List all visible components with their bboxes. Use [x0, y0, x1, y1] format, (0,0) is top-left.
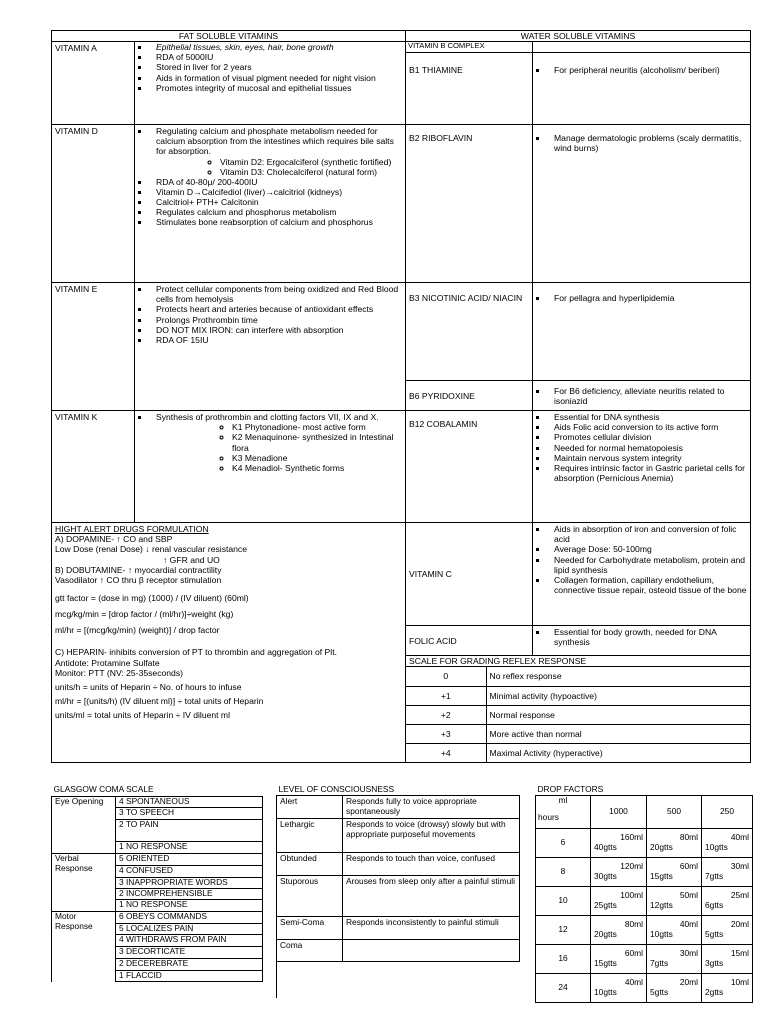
drop-gtts: 40gtts — [594, 841, 617, 852]
drop-gtts: 10gtts — [705, 841, 728, 852]
drop-cell — [591, 944, 647, 973]
drop-cell — [647, 886, 702, 915]
list-item: ▪ For peripheral neuritis (alcoholism/ beriberi) — [548, 65, 747, 75]
drop-factors-table — [535, 785, 753, 1003]
text-line: A) DOPAMINE- ↑ CO and SBP — [55, 534, 173, 545]
loc-level: Obtunded — [277, 852, 343, 875]
gcs-eye-label: Eye Opening — [52, 796, 116, 853]
drop-gtts: 20gtts — [594, 928, 617, 939]
reflex-desc: Maximal Activity (hyperactive) — [486, 743, 750, 762]
folic-acid-notes — [533, 626, 751, 656]
reflex-scale-title: SCALE FOR GRADING REFLEX RESPONSE — [406, 656, 751, 667]
reflex-desc: Minimal activity (hypoactive) — [486, 686, 750, 705]
drop-gtts: 7gtts — [650, 957, 669, 968]
vitamin-d-label: VITAMIN D — [52, 125, 135, 283]
drop-col-header: 500 — [647, 795, 702, 828]
text-line: mcg/kg/min = [drop factor / (ml/hr)]÷weight (kg) — [55, 609, 234, 620]
high-alert-section — [52, 523, 406, 763]
drop-gtts: 15gtts — [594, 957, 617, 968]
text-line: gtt factor = (dose in mg) (1000) / (IV diluent) (60ml) — [55, 592, 249, 603]
list-item: ▪ Maintain nervous system integrity — [548, 453, 747, 463]
b1-notes — [533, 53, 751, 125]
folic-acid-label: FOLIC ACID — [406, 626, 533, 656]
text-line: units/ml = total units of Heparin ÷ IV diluent ml — [55, 710, 231, 721]
drop-cell — [591, 886, 647, 915]
drop-ml: 100ml — [620, 890, 643, 900]
drop-hours: 8 — [536, 857, 591, 886]
gcs-item: 4 SPONTANEOUS — [116, 796, 263, 808]
drop-row — [536, 886, 753, 915]
text-line: ↑ GFR and UO — [163, 554, 220, 565]
b6-notes — [533, 381, 751, 411]
gcs-item: 1 FLACCID — [116, 970, 263, 982]
drop-cell — [647, 973, 702, 1002]
list-item: ▪ Needed for Carbohydrate metabolism, protein and lipid synthesis — [548, 555, 747, 575]
gcs-item: 1 NO RESPONSE — [116, 900, 263, 912]
drop-cell — [591, 973, 647, 1002]
vitamins-table — [51, 30, 751, 763]
b2-label: B2 RIBOFLAVIN — [406, 125, 533, 283]
drop-ml: 20ml — [730, 919, 749, 929]
gcs-item: 3 INAPPROPRIATE WORDS — [116, 877, 263, 888]
gcs-item: 5 ORIENTED — [116, 854, 263, 866]
drop-gtts: 10gtts — [650, 928, 673, 939]
drop-gtts: 15gtts — [650, 870, 673, 881]
high-alert-title: HIGHT ALERT DRUGS FORMULATION — [55, 524, 209, 535]
drop-ml: 20ml — [679, 977, 698, 987]
list-item: ◦ K2 Menaquinone- synthesized in Intestinal flora — [232, 432, 402, 452]
list-item: ▪ Aids in absorption of iron and conversion of folic acid — [548, 524, 747, 544]
drop-col-header: 250 — [702, 795, 753, 828]
list-item: ▪ Regulates calcium and phosphorus metabolism — [150, 207, 402, 217]
drop-ml: 120ml — [620, 861, 643, 871]
drop-ml: 30ml — [730, 861, 749, 871]
drop-ml: 30ml — [679, 948, 698, 958]
drop-cell — [647, 915, 702, 944]
loc-level: Semi-Coma — [277, 916, 343, 939]
list-item: ◦ Vitamin D3: Cholecalciferol (natural form) — [220, 167, 402, 177]
list-item: ▪ Prolongs Prothrombin time — [150, 315, 402, 325]
drop-corner — [536, 795, 591, 828]
text-line: B) DOBUTAMINE- ↑ myocardial contractility — [55, 564, 222, 575]
list-item: ▪ For pellagra and hyperlipidemia — [548, 293, 747, 303]
list-item: ▪ Vitamin D→Calcifediol (liver)→calcitriol (kidneys) — [150, 187, 402, 197]
drop-gtts: 6gtts — [705, 899, 724, 910]
gcs-item: 5 LOCALIZES PAIN — [116, 923, 263, 935]
list-item: ▪ Promotes cellular division — [548, 432, 747, 442]
fat-soluble-heading: FAT SOLUBLE VITAMINS — [52, 31, 406, 42]
list-item: ▪ Protects heart and arteries because of antioxidant effects — [150, 304, 402, 314]
list-item: ▪ Essential for body growth, needed for DNA synthesis — [548, 627, 747, 647]
drop-ml: 160ml — [620, 832, 643, 842]
gcs-motor-label: Motor Response — [52, 912, 116, 982]
drop-corner-ml: ml — [558, 794, 568, 805]
drop-cell — [702, 915, 753, 944]
drop-gtts: 7gtts — [705, 870, 724, 881]
text-line: Low Dose (renal Dose) ↓ renal vascular resistance — [55, 544, 248, 555]
drop-gtts: 25gtts — [594, 899, 617, 910]
loc-desc: Arouses from sleep only after a painful stimuli — [343, 875, 520, 916]
list-item: ▪ DO NOT MIX IRON: can interfere with absorption — [150, 325, 402, 335]
reflex-scale — [406, 667, 751, 763]
vitamin-k-label: VITAMIN K — [52, 411, 135, 523]
text-line: Antidote: Protamine Sulfate — [55, 657, 160, 668]
drop-cell — [591, 828, 647, 857]
drop-gtts: 5gtts — [650, 986, 669, 997]
gcs-title: GLASGOW COMA SCALE — [52, 785, 263, 796]
drop-cell — [591, 915, 647, 944]
loc-desc — [343, 939, 520, 961]
drop-gtts: 10gtts — [594, 986, 617, 997]
list-item: ▪ Needed for normal hematopoiesis — [548, 443, 747, 453]
list-item: ▪ Average Dose: 50-100mg — [548, 544, 747, 554]
vitamin-c-notes — [533, 523, 751, 626]
drop-row — [536, 973, 753, 1002]
b12-notes — [533, 411, 751, 523]
drop-ml: 60ml — [679, 861, 698, 871]
text-line: C) HEPARIN- inhibits conversion of PT to thrombin and aggregation of Plt. — [55, 647, 337, 658]
loc-level: Lethargic — [277, 818, 343, 852]
drop-cell — [647, 944, 702, 973]
reflex-desc: No reflex response — [486, 667, 750, 686]
drop-ml: 25ml — [730, 890, 749, 900]
text-line: units/h = units of Heparin ÷ No. of hours to infuse — [55, 681, 242, 692]
drop-cell — [702, 857, 753, 886]
drop-gtts: 30gtts — [594, 870, 617, 881]
loc-level: Alert — [277, 795, 343, 818]
list-item: ▪ Regulating calcium and phosphate metabolism needed for calcium absorption from the intestines which requires bile salts for absorption. — [150, 126, 402, 156]
drop-ml: 40ml — [679, 919, 698, 929]
drop-ml: 50ml — [679, 890, 698, 900]
drop-cell — [647, 828, 702, 857]
water-soluble-heading: WATER SOLUBLE VITAMINS — [406, 31, 751, 42]
vitamin-d-notes — [135, 125, 406, 283]
drop-row — [536, 857, 753, 886]
list-item: ▪ For B6 deficiency, alleviate neuritis related to isoniazid — [548, 386, 747, 406]
list-item: ▪ Stimulates bone reabsorption of calcium and phosphorus — [150, 217, 402, 227]
list-item: ▪ Requires intrinsic factor in Gastric parietal cells for absorption (Pernicious Anemia) — [548, 463, 747, 483]
reflex-desc: More active than normal — [486, 724, 750, 743]
gcs-item: 2 TO PAIN — [116, 820, 263, 831]
list-item: ▪ Essential for DNA synthesis — [548, 412, 747, 422]
list-item: ▪ Synthesis of prothrombin and clotting factors VII, IX and X. — [150, 412, 402, 422]
gcs-item: 2 DECEREBRATE — [116, 958, 263, 970]
drop-cell — [702, 944, 753, 973]
list-item: ◦ K1 Phytonadione- most active form — [232, 422, 402, 432]
drop-cell — [702, 886, 753, 915]
drop-cell — [647, 857, 702, 886]
b2-notes — [533, 125, 751, 283]
reflex-score: +1 — [406, 686, 486, 705]
loc-title: LEVEL OF CONSCIOUSNESS — [277, 785, 520, 795]
text-line: ml/hr = [(mcg/kg/min) (weight)] / drop factor — [55, 625, 220, 636]
list-item: ▪ Aids in formation of visual pigment needed for night vision — [150, 73, 402, 83]
drop-gtts: 12gtts — [650, 899, 673, 910]
reflex-score: +3 — [406, 724, 486, 743]
drop-corner-hours: hours — [538, 811, 559, 822]
list-item: ◦ K4 Menadiol- Synthetic forms — [232, 463, 402, 473]
vitamin-k-notes — [135, 411, 406, 523]
b3-label: B3 NICOTINIC ACID/ NIACIN — [406, 283, 533, 381]
reflex-score: 0 — [406, 667, 486, 686]
drop-ml: 60ml — [624, 948, 643, 958]
b1-label: B1 THIAMINE — [406, 53, 533, 125]
drop-hours: 10 — [536, 886, 591, 915]
loc-desc: Responds inconsistently to painful stimuli — [343, 916, 520, 939]
drop-row — [536, 828, 753, 857]
gcs-item: 3 DECORTICATE — [116, 947, 263, 959]
drop-cell — [702, 973, 753, 1002]
gcs-item: 3 TO SPEECH — [116, 808, 263, 820]
reflex-desc: Normal response — [486, 705, 750, 724]
list-item: ▪ Calcitriol+ PTH+ Calcitonin — [150, 197, 402, 207]
drop-title: DROP FACTORS — [536, 785, 753, 795]
loc-desc: Responds to voice (drowsy) slowly but with appropriate purposeful movements — [343, 818, 520, 852]
gcs-verbal-label: Verbal Response — [52, 854, 116, 912]
gcs-item: 4 CONFUSED — [116, 865, 263, 877]
drop-cell — [591, 857, 647, 886]
reflex-score: +2 — [406, 705, 486, 724]
drop-row — [536, 944, 753, 973]
b3-notes — [533, 283, 751, 381]
list-item: ▪ Epithelial tissues, skin, eyes, hair, bone growth — [150, 42, 402, 52]
b12-label: B12 COBALAMIN — [406, 411, 533, 523]
vitamin-a-notes — [135, 42, 406, 125]
drop-gtts: 20gtts — [650, 841, 673, 852]
gcs-item: 2 INCOMPREHENSIBLE — [116, 888, 263, 900]
list-item: ▪ RDA of 5000IU — [150, 52, 402, 62]
drop-gtts: 5gtts — [705, 928, 724, 939]
loc-desc: Responds to touch than voice, confused — [343, 852, 520, 875]
drop-col-header: 1000 — [591, 795, 647, 828]
drop-cell — [702, 828, 753, 857]
reflex-score: +4 — [406, 743, 486, 762]
drop-ml: 40ml — [730, 832, 749, 842]
list-item: ◦ Vitamin D2: Ergocalciferol (synthetic fortified) — [220, 157, 402, 167]
gcs-item: 6 OBEYS COMMANDS — [116, 912, 263, 924]
drop-ml: 15ml — [730, 948, 749, 958]
vitamin-e-label: VITAMIN E — [52, 283, 135, 411]
level-of-consciousness — [276, 785, 520, 998]
drop-hours: 24 — [536, 973, 591, 1002]
vitamin-e-notes — [135, 283, 406, 411]
drop-hours: 12 — [536, 915, 591, 944]
b6-label: B6 PYRIDOXINE — [406, 381, 533, 411]
drop-ml: 40ml — [624, 977, 643, 987]
gcs-item: 4 WITHDRAWS FROM PAIN — [116, 935, 263, 947]
list-item: ◦ K3 Menadione — [232, 453, 402, 463]
drop-ml: 80ml — [624, 919, 643, 929]
list-item: ▪ Promotes integrity of mucosal and epithelial tissues — [150, 83, 402, 93]
text-line: Vasodilator ↑ CO thru β receptor stimulation — [55, 574, 222, 585]
drop-gtts: 2gtts — [705, 986, 724, 997]
gcs-item: 1 NO RESPONSE — [116, 842, 263, 854]
text-line: Monitor: PTT (NV: 25-35seconds) — [55, 667, 183, 678]
list-item: ▪ RDA OF 15IU — [150, 335, 402, 345]
drop-hours: 6 — [536, 828, 591, 857]
vitamin-a-label: VITAMIN A — [52, 42, 135, 125]
list-item: ▪ Collagen formation, capillary endothelium, connective tissue repair, osteoid tissue of the bone — [548, 575, 747, 595]
list-item: ▪ Aids Folic acid conversion to its active form — [548, 422, 747, 432]
vitamin-b-complex-label: VITAMIN B COMPLEX — [406, 42, 533, 53]
list-item: ▪ Manage dermatologic problems (scaly dermatitis, wind burns) — [548, 133, 747, 153]
drop-ml: 80ml — [679, 832, 698, 842]
loc-desc: Responds fully to voice appropriate spontaneously — [343, 795, 520, 818]
list-item: ▪ Protect cellular components from being oxidized and Red Blood cells from hemolysis — [150, 284, 402, 304]
glasgow-coma-scale — [51, 785, 263, 982]
loc-level: Coma — [277, 939, 343, 961]
drop-gtts: 3gtts — [705, 957, 724, 968]
drop-ml: 10ml — [730, 977, 749, 987]
loc-level: Stuporous — [277, 875, 343, 916]
text-line: ml/hr = [(units/h) (IV diluent ml)] ÷ total units of Heparin — [55, 695, 264, 706]
drop-row — [536, 915, 753, 944]
drop-hours: 16 — [536, 944, 591, 973]
vitamin-c-label: VITAMIN C — [406, 523, 533, 626]
list-item: ▪ Stored in liver for 2 years — [150, 62, 402, 72]
list-item: ▪ RDA of 40-80μ/ 200-400IU — [150, 177, 402, 187]
